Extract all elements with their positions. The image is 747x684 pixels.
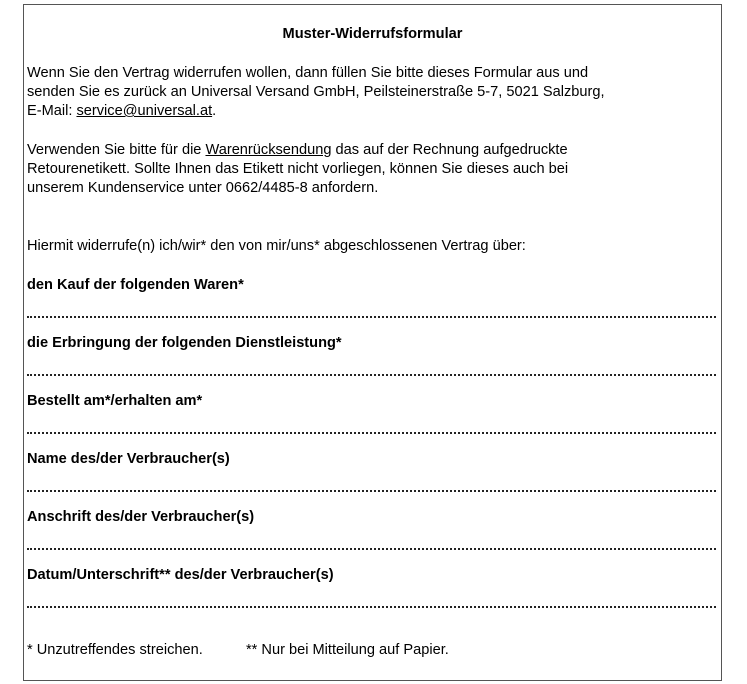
return-line-1 bbox=[27, 142, 568, 159]
field-line-address[interactable] bbox=[27, 548, 716, 550]
form-title: Muster-Widerrufsformular bbox=[282, 26, 463, 42]
return-link[interactable]: Warenrücksendung bbox=[205, 142, 332, 158]
email-prefix: E-Mail: bbox=[27, 103, 77, 119]
field-label-signature: Datum/Unterschrift** des/der Verbraucher(s) bbox=[27, 567, 334, 583]
field-label-goods: den Kauf der folgenden Waren* bbox=[27, 277, 244, 293]
field-line-order-date[interactable] bbox=[27, 432, 716, 434]
field-line-service[interactable] bbox=[27, 374, 716, 376]
intro-line-1: Wenn Sie den Vertrag widerrufen wollen, dann füllen Sie bitte dieses Formular aus und bbox=[27, 65, 589, 81]
field-line-name[interactable] bbox=[27, 490, 716, 492]
field-label-address: Anschrift des/der Verbraucher(s) bbox=[27, 509, 255, 525]
field-line-signature[interactable] bbox=[27, 606, 716, 608]
field-label-order-date: Bestellt am*/erhalten am* bbox=[27, 393, 203, 409]
field-label-name: Name des/der Verbraucher(s) bbox=[27, 451, 230, 467]
footnote-2: ** Nur bei Mitteilung auf Papier. bbox=[246, 642, 449, 658]
field-label-service: die Erbringung der folgenden Dienstleistung* bbox=[27, 335, 342, 351]
email-link[interactable]: service@universal.at bbox=[76, 103, 213, 119]
email-suffix: . bbox=[212, 103, 217, 119]
return-suffix: das auf der Rechnung aufgedruckte bbox=[331, 142, 568, 158]
return-prefix: Verwenden Sie bitte für die bbox=[27, 142, 206, 158]
field-line-goods[interactable] bbox=[27, 316, 716, 318]
intro-line-2: senden Sie es zurück an Universal Versand GmbH, Peilsteinerstraße 5-7, 5021 Salzburg, bbox=[27, 84, 605, 100]
footnote-1: * Unzutreffendes streichen. bbox=[27, 642, 203, 658]
return-line-2: Retourenetikett. Sollte Ihnen das Etikett nicht vorliegen, können Sie dieses auch bei bbox=[27, 161, 569, 177]
intro-line-3 bbox=[27, 103, 216, 120]
return-line-3: unserem Kundenservice unter 0662/4485-8 anfordern. bbox=[27, 180, 379, 196]
declaration-text: Hiermit widerrufe(n) ich/wir* den von mir/uns* abgeschlossenen Vertrag über: bbox=[27, 238, 526, 254]
